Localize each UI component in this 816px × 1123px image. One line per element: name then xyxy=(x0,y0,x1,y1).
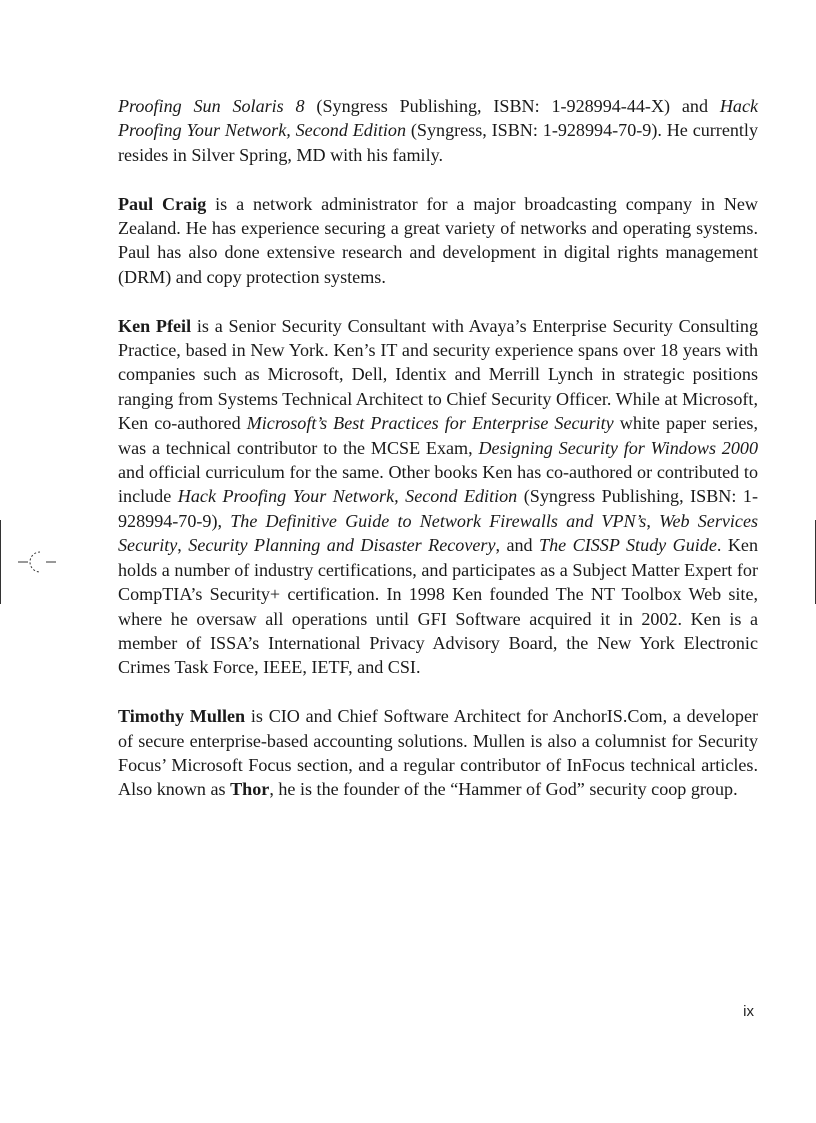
body-text: is a Senior Security Consultant with Avaya’s Enterprise Security Consulting Practice, based in New York. Ken’s IT and security experience spans over 18 years with companies such as Microsoft, Dell, Identix and Merrill Lynch in strategic positions ranging from Systems Technical Architect to Chief Security Officer. While at Microsoft, Ken co-authored xyxy=(118,315,758,434)
book-title: The CISSP Study Guide xyxy=(539,535,717,556)
crop-mark-left xyxy=(0,520,2,604)
book-title: Hack Proofing Your Network, Second Edition xyxy=(118,96,759,141)
registration-mark-icon xyxy=(18,548,58,576)
body-text: is a network administrator for a major broadcasting company in New Zealand. He has experience securing a great variety of networks and operating systems. Paul has also done extensive research and development in digital rights management (DRM) and copy protection systems. xyxy=(118,193,758,287)
book-title: Security Planning and Disaster Recovery xyxy=(188,535,496,556)
book-title: The Definitive Guide to Network Firewalls and VPN’s xyxy=(230,510,647,531)
bio-paragraph-ken-pfeil xyxy=(118,314,758,680)
body-text: , xyxy=(177,535,189,556)
body-text: , and xyxy=(495,535,540,556)
author-name: Paul Craig xyxy=(118,193,207,214)
body-text: white paper series, was a technical contributor to the MCSE Exam, xyxy=(118,413,758,458)
bio-paragraph-paul-craig xyxy=(118,192,758,290)
author-name: Timothy Mullen xyxy=(118,706,246,727)
bio-paragraph-timothy-mullen xyxy=(118,704,758,802)
body-text: . Ken holds a number of industry certifications, and participates as a Subject Matter Expert for CompTIA’s Security+ certification. In 1998 Ken founded The NT Toolbox Web site, where he oversaw all operations until GFI Software acquired it in 2002. Ken is a member of ISSA’s International Privacy Advisory Board, the New York Electronic Crimes Task Force, IEEE, IETF, and CSI. xyxy=(118,535,758,678)
page-body xyxy=(118,94,758,826)
body-text: (Syngress Publishing, ISBN: 1-928994-70-9), xyxy=(118,486,758,531)
crop-line xyxy=(0,520,1,604)
book-title: Web Services Security xyxy=(118,510,759,556)
body-text: (Syngress Publishing, ISBN: 1-928994-44-X) and xyxy=(304,96,720,116)
book-title: Hack Proofing Your Network, Second Edition xyxy=(177,486,518,507)
body-text: is CIO and Chief Software Architect for AnchorIS.Com, a developer of secure enterprise-based accounting solutions. Mullen is also a columnist for Security Focus’ Microsoft Focus section, and a regular contributor of InFocus technical articles. Also known as xyxy=(118,706,759,800)
book-title: Microsoft’s Best Practices for Enterprise Security xyxy=(246,413,614,434)
body-text: , xyxy=(646,510,660,531)
body-text: (Syngress, ISBN: 1-928994-70-9). He currently resides in Silver Spring, MD with his family. xyxy=(118,120,758,165)
body-text: , he is the founder of the “Hammer of God” security coop group. xyxy=(269,779,738,800)
body-text: and official curriculum for the same. Other books Ken has co-authored or contributed to include xyxy=(118,462,758,507)
bio-continuation-paragraph xyxy=(118,94,758,167)
author-name: Ken Pfeil xyxy=(118,315,192,336)
book-title: Designing Security for Windows 2000 xyxy=(478,437,758,458)
page-number: ix xyxy=(743,1003,754,1020)
author-alias: Thor xyxy=(230,779,270,800)
book-title: Proofing Sun Solaris 8 xyxy=(118,96,305,116)
